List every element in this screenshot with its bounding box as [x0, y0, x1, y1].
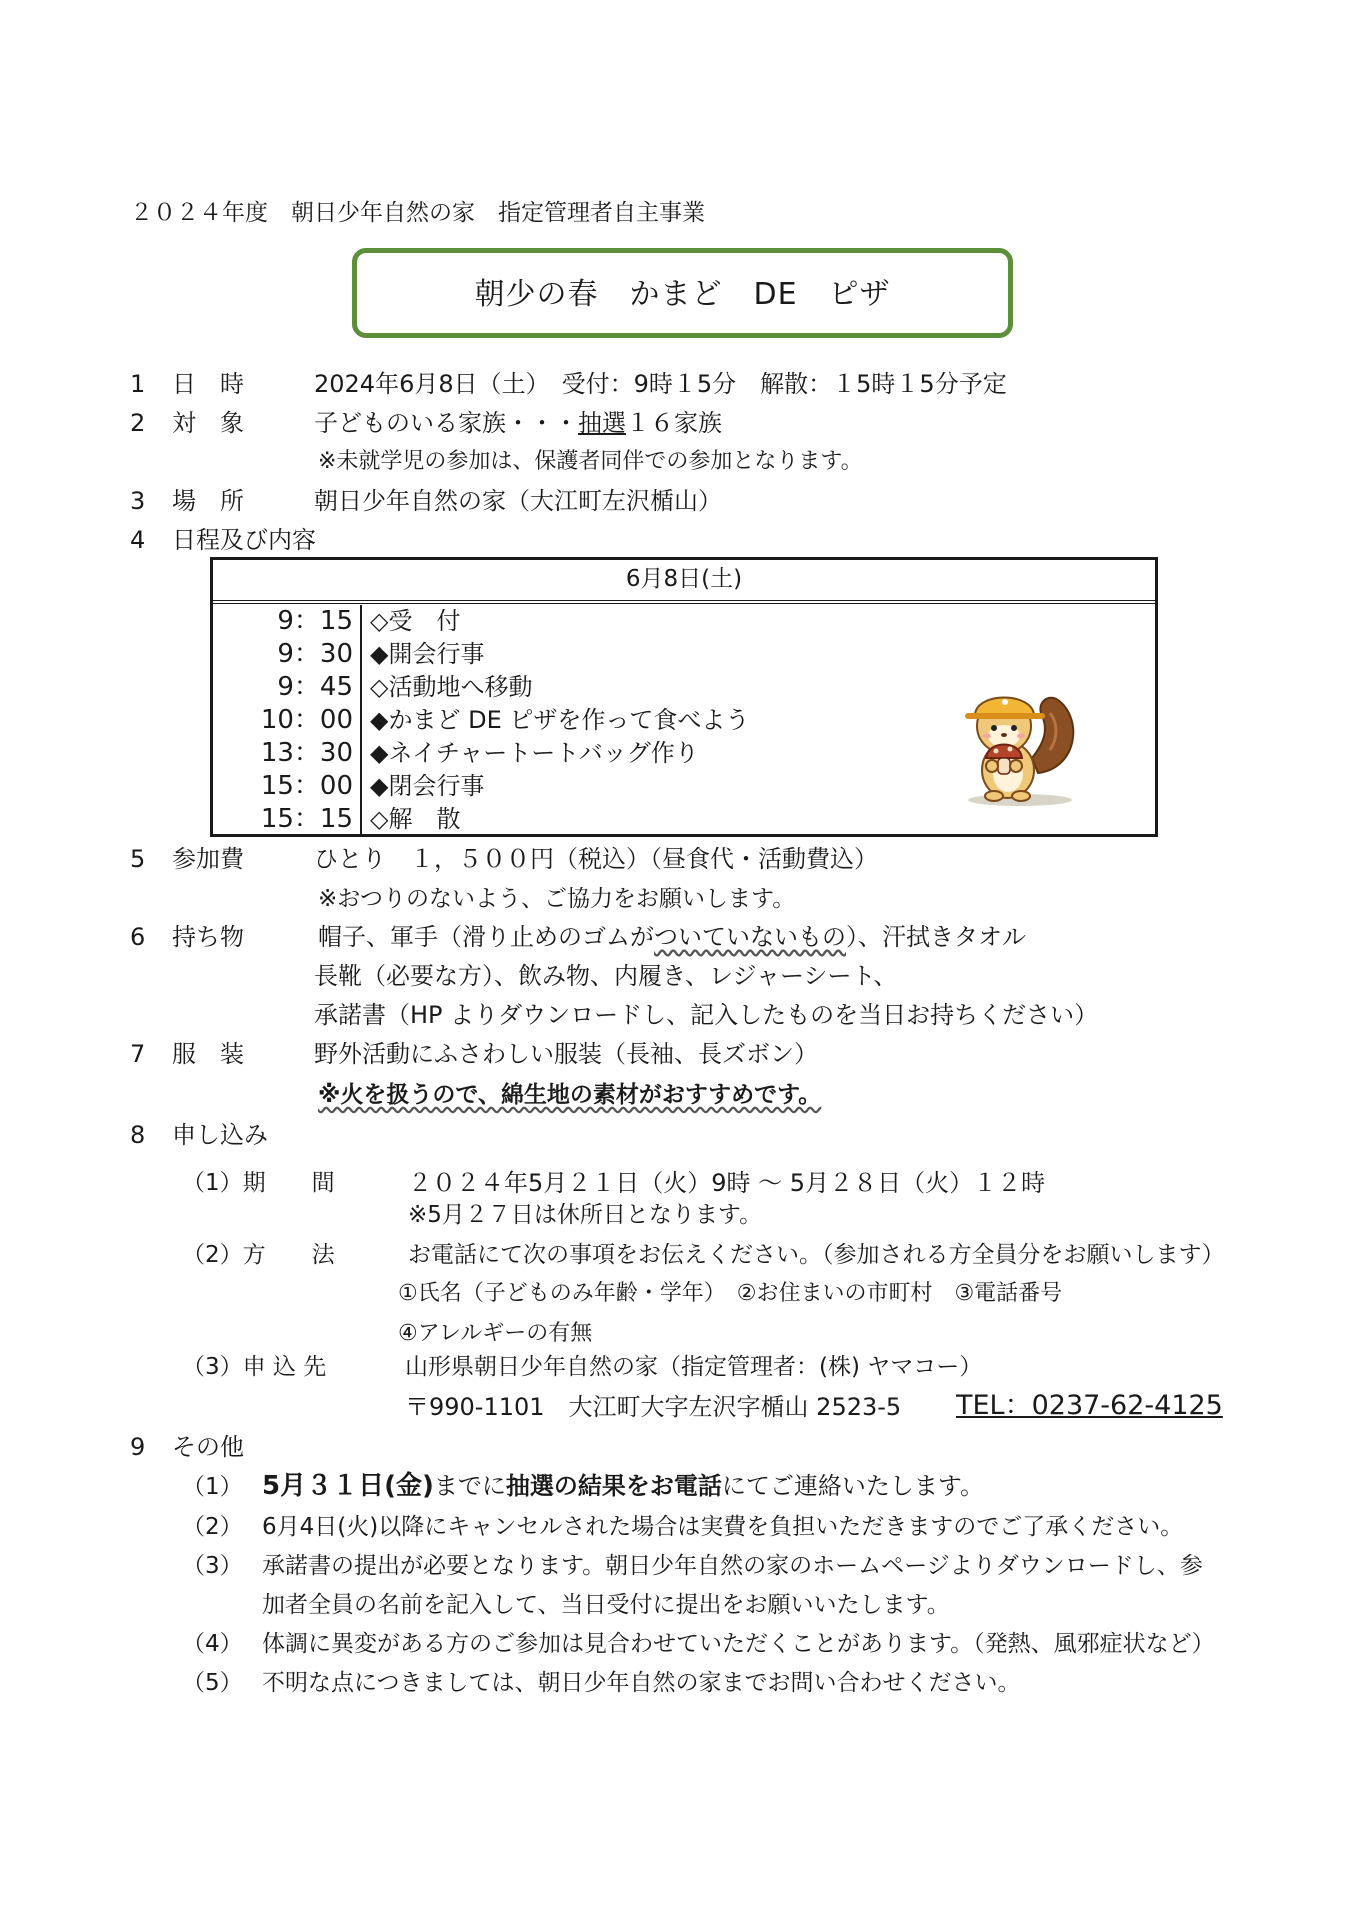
other-text: までに — [433, 1472, 506, 1500]
other-text: にてご連絡いたします。 — [721, 1472, 984, 1500]
section-note: ※未就学児の参加は、保護者同伴での参加となります。 — [318, 449, 863, 474]
section-value: 朝日少年自然の家（大江町左沢楯山） — [314, 487, 722, 515]
section-number: 5 — [130, 845, 146, 873]
section-label: 服 装 — [172, 1040, 244, 1068]
section-label: 日程及び内容 — [172, 526, 316, 554]
section-label: 申し込み — [172, 1121, 268, 1149]
other-item: 不明な点につきましては、朝日少年自然の家までお問い合わせください。 — [262, 1670, 1021, 1696]
other-number: （4） — [182, 1631, 243, 1657]
section-number: 2 — [130, 409, 146, 437]
other-item-cont: 加者全員の名前を記入して、当日受付に提出をお願いいたします。 — [262, 1592, 950, 1618]
section-label: 場 所 — [172, 487, 244, 515]
method-list: ④アレルギーの有無 — [398, 1321, 593, 1346]
schedule-row — [213, 638, 1155, 671]
other-item: 6月4日(火)以降にキャンセルされた場合は実費を負担いただきますのでご了承ください。 — [262, 1514, 1184, 1540]
other-item — [262, 1471, 984, 1501]
section-number: 6 — [130, 923, 146, 951]
section-number: 9 — [130, 1433, 146, 1461]
section-number: 4 — [130, 526, 146, 554]
apply-to-value: 山形県朝日少年自然の家（指定管理者：(株) ヤマコー） — [405, 1354, 983, 1380]
section-label: 日 時 — [172, 370, 244, 398]
section-note: ※火を扱うので、綿生地の素材がおすすめです。 — [318, 1082, 822, 1108]
phone-number: TEL：0237-62-4125 — [956, 1390, 1223, 1421]
schedule-activity: ◇解 散 — [370, 805, 461, 833]
other-number: （2） — [182, 1514, 243, 1540]
period-label: （1）期 間 — [182, 1170, 335, 1196]
lottery-text: 抽選 — [578, 409, 626, 437]
schedule-row — [213, 605, 1155, 638]
belongings-text: ）、汗拭きタオル — [846, 923, 1026, 951]
section-label: 持ち物 — [172, 923, 244, 951]
schedule-activity: ◆かまど DE ピザを作って食べよう — [370, 706, 750, 734]
other-number: （3） — [182, 1553, 243, 1579]
section-number: 7 — [130, 1040, 146, 1068]
belongings-text: 帽子、軍手（滑り止めのゴムが — [318, 923, 654, 951]
belongings-emphasis: ついていないもの — [654, 923, 846, 951]
section-label: 参加費 — [172, 845, 244, 873]
squirrel-mascot-icon — [958, 678, 1083, 808]
method-list: ①氏名（子どものみ年齢・学年） ②お住まいの市町村 ③電話番号 — [398, 1281, 1063, 1306]
page-title: 朝少の春 かまど DE ピザ — [474, 277, 891, 312]
families-text: １６家族 — [626, 409, 722, 437]
deadline-text: 5月３１日(金) — [262, 1471, 434, 1501]
section-value — [314, 408, 722, 438]
apply-to-address: 〒990-1101 大江町大字左沢字楯山 2523-5 — [405, 1393, 902, 1421]
belongings-line: 長靴（必要な方）、飲み物、内履き、レジャーシート、 — [314, 962, 898, 990]
schedule-activity: ◇活動地へ移動 — [370, 673, 533, 701]
other-item: 承諾書の提出が必要となります。朝日少年自然の家のホームページよりダウンロードし、参 — [262, 1553, 1203, 1579]
schedule-time: 9：15 — [277, 606, 353, 636]
belongings-line: 承諾書（HP よりダウンロードし、記入したものを当日お持ちください） — [314, 1001, 1099, 1029]
section-note: ※おつりのないよう、ご協力をお願いします。 — [318, 886, 796, 912]
header-line: ２０２４年度 朝日少年自然の家 指定管理者自主事業 — [130, 200, 705, 226]
other-item: 体調に異変がある方のご参加は見合わせていただくことがあります。（発熱、風邪症状など） — [262, 1631, 1215, 1657]
apply-to-label: （3）申 込 先 — [182, 1354, 327, 1380]
result-text: 抽選の結果をお電話 — [505, 1472, 722, 1500]
period-value: ２０２４年5月２１日（火）9時 ～ 5月２８日（火）１２時 — [408, 1169, 1046, 1197]
schedule-table — [210, 557, 1158, 837]
section-label: 対 象 — [172, 409, 244, 437]
method-value: お電話にて次の事項をお伝えください。（参加される方全員分をお願いします） — [408, 1242, 1225, 1268]
schedule-time: 9：30 — [277, 639, 353, 669]
section-value: 2024年6月8日（土） 受付：9時１5分 解散：１5時１5分予定 — [314, 370, 1007, 398]
schedule-time: 10：00 — [260, 705, 353, 735]
section-value: ひとり １，５００円（税込）（昼食代・活動費込） — [314, 845, 878, 873]
target-text: 子どものいる家族・・・ — [314, 409, 578, 437]
section-label: その他 — [172, 1433, 244, 1461]
schedule-time: 9：45 — [277, 672, 353, 702]
schedule-activity: ◆開会行事 — [370, 640, 485, 668]
section-value — [318, 922, 1026, 952]
title-box — [352, 248, 1013, 338]
section-value: 野外活動にふさわしい服装（長袖、長ズボン） — [314, 1040, 818, 1068]
section-number: 8 — [130, 1121, 146, 1149]
schedule-time: 13：30 — [260, 738, 353, 768]
section-number: 1 — [130, 370, 146, 398]
schedule-time: 15：00 — [260, 771, 353, 801]
schedule-date: 6月8日(土) — [213, 560, 1155, 604]
other-number: （1） — [182, 1474, 243, 1500]
section-number: 3 — [130, 487, 146, 515]
schedule-time: 15：15 — [260, 804, 353, 834]
schedule-activity: ◇受 付 — [370, 607, 461, 635]
method-label: （2）方 法 — [182, 1242, 335, 1268]
schedule-activity: ◆ネイチャートートバッグ作り — [370, 739, 699, 767]
period-note: ※5月２７日は休所日となります。 — [408, 1202, 763, 1228]
other-number: （5） — [182, 1670, 243, 1696]
schedule-activity: ◆閉会行事 — [370, 772, 485, 800]
